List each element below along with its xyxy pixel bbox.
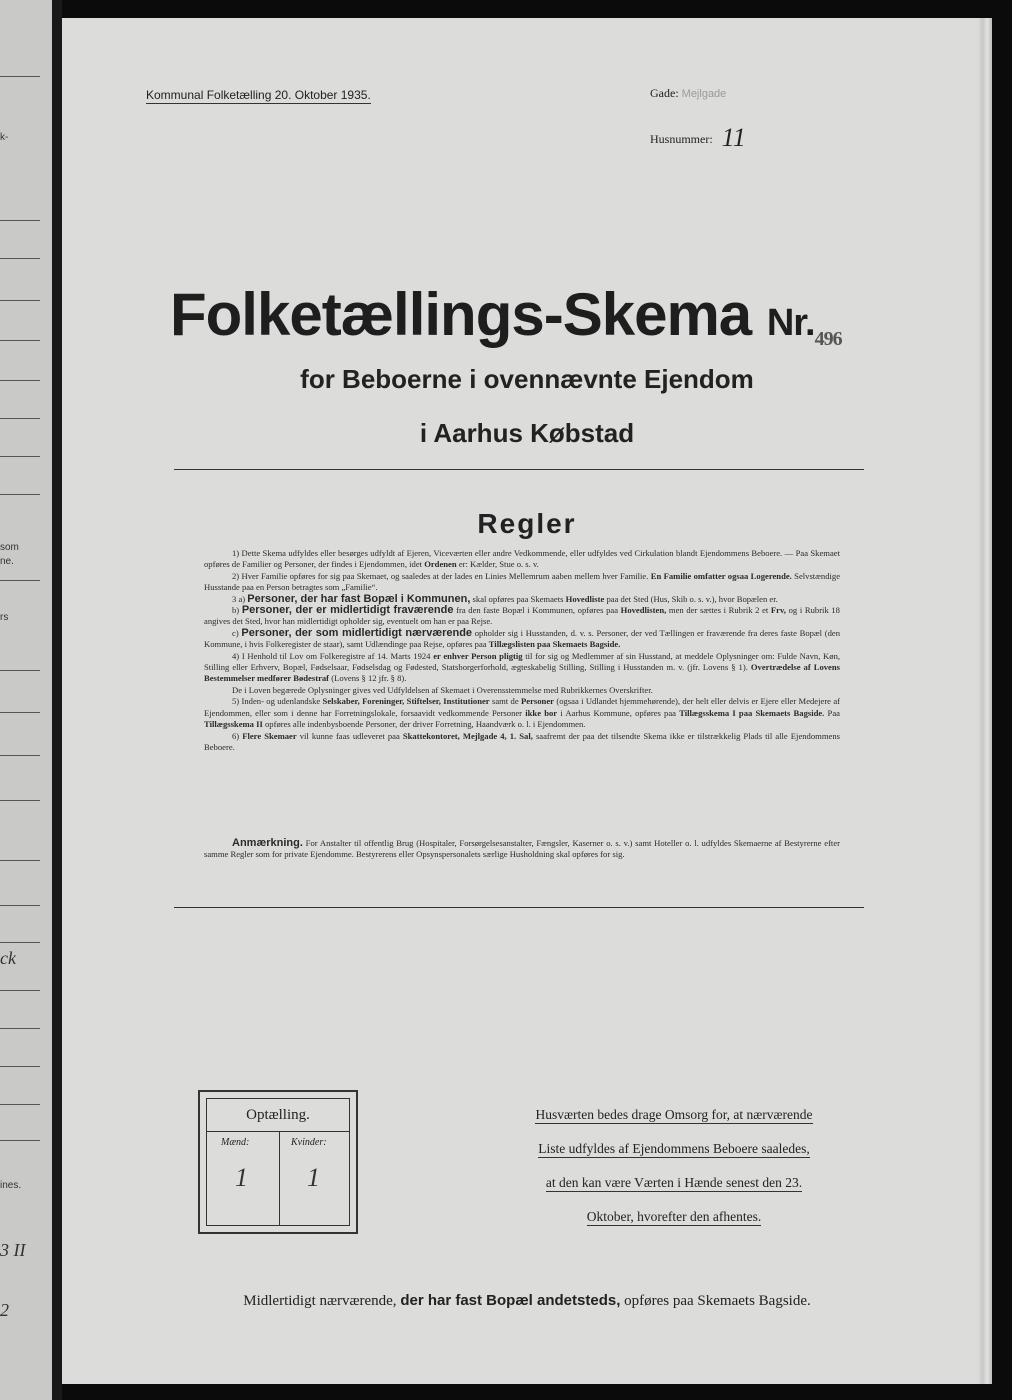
landlord-notice [506, 1098, 842, 1234]
margin-rule [0, 418, 40, 419]
margin-handwriting: 2 [0, 1300, 9, 1320]
street-value: Mejlgade [681, 88, 727, 100]
margin-rule [0, 300, 40, 301]
census-header: Kommunal Folketælling 20. Oktober 1935. [146, 88, 371, 102]
women-count: 1 [307, 1163, 320, 1192]
divider [174, 907, 864, 908]
margin-rule [0, 1140, 40, 1141]
margin-rule [0, 942, 40, 943]
notice-line: Oktober, hvorefter den afhentes. [586, 1209, 762, 1224]
margin-rule [0, 990, 40, 991]
margin-rule [0, 580, 40, 581]
footer-bold: der har fast Bopæl andetsteds, [400, 1292, 621, 1309]
margin-rule [0, 755, 40, 756]
women-label: Kvinder: [291, 1137, 327, 1148]
rule-1: 1) Dette Skema udfyldes eller besørges udfyldt af Ejeren, Viceværten eller andre Vedkommende, eller udfyldes ved Cirkulation blandt Ejendommens Beboere. — Paa Skemaet opføres de Familier og Personer, der findes i Ejendommen, idet Ordenen er: Kælder, Stue o. s. v. [204, 548, 840, 570]
rule-3c: c) Personer, der som midlertidigt nærværende opholder sig i Husstanden, d. v. s. Personer, der ved Tællingen er fraværende fra deres faste Bopæl (den Kommune, i hvis Folkeregister de staar), samt Udlændinge paa Rejse, opføres paa Tillægslisten paa Skemaets Bagside. [204, 626, 840, 650]
house-number-label: Husnummer: [650, 132, 713, 146]
count-box-divider [207, 1131, 349, 1132]
margin-fragment: ne. [0, 556, 14, 567]
margin-handwriting: ck [0, 948, 16, 968]
margin-rule [0, 800, 40, 801]
margin-rule [0, 340, 40, 341]
house-number-value: 11 [721, 123, 746, 152]
street-field [650, 86, 726, 101]
rule-2: 2) Hver Familie opføres for sig paa Skemaet, og saaledes at der lades en Linies Mellemrum aaben mellem hver Familie. En Familie omfatter ogsaa Logerende. Selvstændige Husstande paa en Person betragtes som „Familie“. [204, 570, 841, 593]
margin-rule [0, 456, 40, 457]
margin-fragment: ines. [0, 1180, 22, 1191]
rule-4b: De i Loven begærede Oplysninger gives ved Udfyldelsen af Skemaet i Overensstemmelse med Rubrikkernes Overskrifter. [232, 684, 653, 695]
footer-pre: Midlertidigt nærværende, [243, 1293, 397, 1309]
margin-rule [0, 1028, 40, 1029]
margin-fragment: k- [0, 132, 9, 143]
notice-line: at den kan være Værten i Hænde senest den 23. [545, 1175, 803, 1190]
footer-post: opføres paa Skemaets Bagside. [624, 1293, 811, 1309]
form-title-main: Folketællings-Skema [170, 281, 752, 348]
margin-rule [0, 905, 40, 906]
count-box-column-divider [279, 1131, 280, 1225]
margin-rule [0, 1104, 40, 1105]
margin-rule [0, 380, 40, 381]
margin-rule [0, 76, 40, 77]
margin-rule [0, 494, 40, 495]
rule-3a: 3 a) Personer, der har fast Bopæl i Kommunen, skal opføres paa Skemaets Hovedliste paa det Sted (Hus, Skib o. s. v.), hvor Bopælen er. [232, 592, 778, 605]
margin-handwriting: 3 II [0, 1240, 26, 1260]
count-box-inner [206, 1098, 350, 1226]
street-label: Gade: [650, 86, 679, 100]
margin-rule [0, 258, 40, 259]
form-number-label: Nr. [766, 302, 815, 344]
men-count: 1 [235, 1163, 248, 1192]
rules-body [204, 548, 840, 753]
rule-4: 4) I Henhold til Lov om Folkeregistre af 14. Marts 1924 er enhver Person pligtig til for sig og Medlemmer af sin Husstand, at meddele Oplysninger om: Fulde Navn, Køn, Stilling eller Erhverv, Bopæl, Fødselsaar, Fødselsdag og Fødested, Statsborgerforhold, ægteskabelig Stilling, Stilling i Husstanden m. v. (jfr. Lovens § 1). Overtrædelse af Lovens Bestemmelser medfører Bødestraf (Lovens § 12 jfr. § 8). [204, 650, 841, 684]
form-subtitle-2: i Aarhus Købstad [419, 418, 635, 448]
annotation-text: For Anstalter til offentlig Brug (Hospitaler, Forsørgelsesanstalter, Fængsler, Kaserner o. s. v.) samt Hoteller o. l. udfyldes Skemaerne af Bestyrerne efter samme Regler som for private Ejendomme. Bestyrerens eller Opsynspersonalets særlige Husholdning skal opføres for sig. [204, 838, 840, 860]
margin-rule [0, 1066, 40, 1067]
notice-line: Liste udfyldes af Ejendommens Beboere saaledes, [538, 1141, 810, 1156]
count-box-title: Optælling. [246, 1107, 310, 1123]
margin-rule [0, 670, 40, 671]
annotation-note [204, 838, 840, 861]
annotation-label: Anmærkning. [232, 837, 303, 849]
form-subtitle-1: for Beboerne i ovennævnte Ejendom [300, 364, 754, 394]
margin-fragment: rs [0, 612, 9, 623]
margin-rule [0, 712, 40, 713]
divider [174, 469, 864, 470]
form-title [170, 280, 842, 349]
house-number-field [650, 120, 746, 150]
men-label: Mænd: [221, 1137, 250, 1148]
rule-5: 5) Inden- og udenlandske Selskaber, Foreninger, Stiftelser, Institutioner samt de Personer (ogsaa i Udlandet hjemmehørende), der helt eller delvis er Ejere eller Medejere af Ejendommen, eller som i denne har Forretningslokale, forsaavidt vedkommende Personer ikke bor i Aarhus Kommune, opføres paa Tillægsskema I paa Skemaets Bagside. Paa Tillægsskema II opføres alle indenbysboende Personer, der driver Forretning, Haandværk o. l. i Ejendommen. [204, 696, 841, 730]
rules-heading: Regler [477, 508, 577, 539]
adjacent-page-strip [0, 0, 52, 1400]
count-box [198, 1090, 358, 1234]
rule-3b: b) Personer, der er midlertidigt fraværende fra den faste Bopæl i Kommunen, opføres paa Hovedlisten, men der sættes i Rubrik 2 et Frv, og i Rubrik 18 angives det Sted, hvor han midlertidigt opholder sig, eventuelt om han er paa Rejse. [204, 604, 840, 627]
rule-6: 6) Flere Skemaer vil kunne faas udleveret paa Skattekontoret, Mejlgade 4, 1. Sal, saafremt der paa det tilsendte Skema ikke er tilstrækkelig Plads til alle Ejendommens Beboere. [204, 730, 840, 752]
margin-rule [0, 860, 40, 861]
margin-fragment: som [0, 542, 19, 553]
form-number-value: 496 [814, 328, 842, 350]
page-edge [978, 18, 992, 1384]
census-form-page [62, 18, 992, 1384]
margin-rule [0, 220, 40, 221]
notice-line: Husværten bedes drage Omsorg for, at nærværende [535, 1107, 813, 1122]
book-gutter [52, 0, 62, 1400]
footer-note [62, 1292, 992, 1310]
